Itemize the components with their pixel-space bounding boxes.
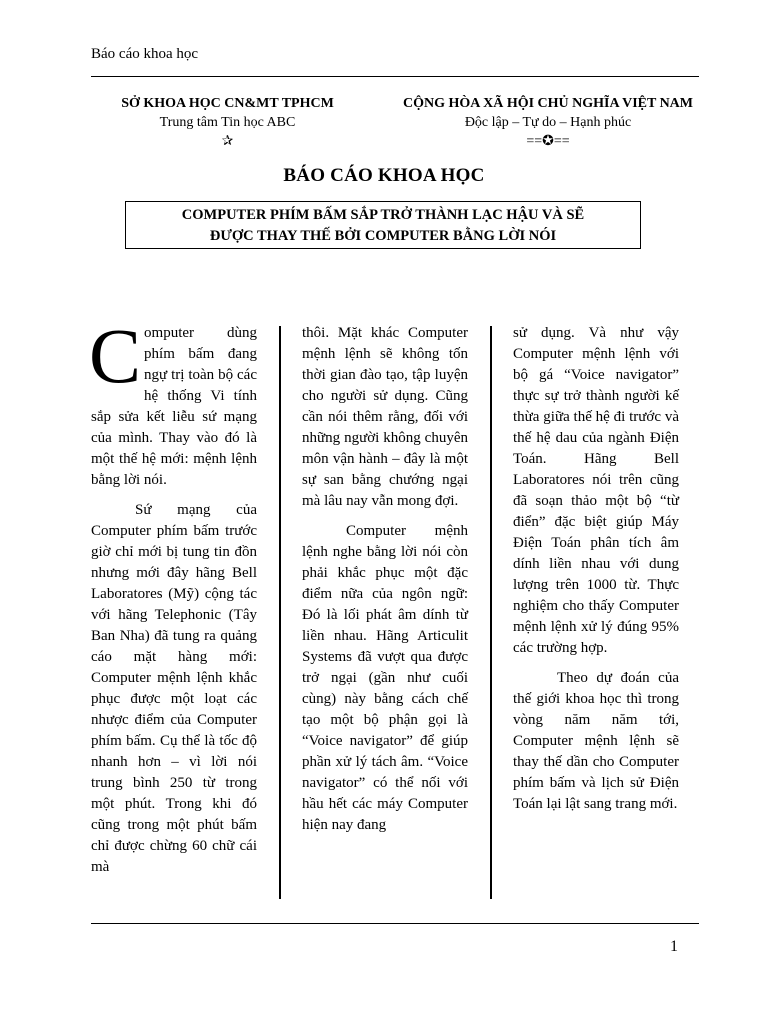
subject-line-2: ĐƯỢC THAY THẾ BỞI COMPUTER BẰNG LỜI NÓI	[209, 228, 557, 244]
running-header: Báo cáo khoa học	[91, 46, 199, 62]
column-3	[513, 323, 679, 824]
organization-name: SỞ KHOA HỌC CN&MT TPHCM	[121, 96, 334, 111]
paragraph	[89, 312, 257, 491]
column-2	[302, 323, 468, 845]
ornament-left: ✰	[221, 134, 234, 149]
footer-rule	[91, 923, 699, 924]
column-divider	[279, 326, 281, 899]
subject-line-1: COMPUTER PHÍM BẤM SẮP TRỞ THÀNH LẠC HẬU VÀ SẼ	[181, 207, 585, 223]
header-left-block	[100, 94, 355, 151]
unit-name: Trung tâm Tin học ABC	[159, 115, 296, 130]
column-divider	[490, 326, 492, 899]
drop-cap: C	[89, 312, 142, 399]
national-motto: Độc lập – Tự do – Hạnh phúc	[464, 115, 632, 130]
header-rule	[91, 76, 699, 77]
subject-box	[125, 201, 641, 249]
paragraph: thôi. Mặt khác Computer mệnh lệnh sẽ không tốn thời gian đào tạo, tập luyện cho người sử dụng. Cũng cần nói thêm rằng, đối với những người không chuyên môn vận hành – đây là một sự san bằng chướng ngại mà lâu nay vẫn mong đợi.	[302, 325, 468, 509]
paragraph: Theo dự đoán của thế giới khoa học thì trong vòng năm năm tới, Computer mệnh lệnh sẽ thay thế dần cho Computer phím bấm và lịch sử Điện Toán lại lật sang trang mới.	[513, 670, 679, 812]
page-number: 1	[670, 938, 678, 955]
paragraph: Sứ mạng của Computer phím bấm trước giờ chỉ mới bị tung tin đồn nhưng mới đây hãng Bell Laboratores (Mỹ) cộng tác với hãng Telephonic (Tây Ban Nha) đã tung ra quảng cáo mặt hàng mới: Computer mệnh lệnh khắc phục được một loạt các nhược điểm của Computer phím bấm. Cụ thể là tốc độ nhanh hơn – vì lời nói trung bình 250 từ trong một phút. Trong khi đó cũng trong một phút bấm chỉ được chừng 60 chữ cái mà	[91, 502, 257, 875]
column-1	[89, 312, 257, 887]
document-title: BÁO CÁO KHOA HỌC	[283, 165, 485, 186]
header-right-block	[380, 94, 716, 151]
country-name: CỘNG HÒA XÃ HỘI CHỦ NGHĨA VIỆT NAM	[402, 96, 693, 111]
paragraph: sử dụng. Và như vậy Computer mệnh lệnh với bộ gá “Voice navigator” thực sự trở thành người kế thừa giữa thế hệ đi trước và thế hệ dau của ngành Điện Toán. Hãng Bell Laboratores nói trên cũng đã soạn thảo một bộ “từ điển” đặc biệt giúp Máy Điện Toán phân tích âm dính liền nhau với dung lượng trên 1000 từ. Thực nghiệm cho thấy Computer mệnh lệnh xử lý đúng 95% các trường hợp.	[513, 325, 679, 656]
ornament-right: ==✪==	[526, 134, 570, 149]
paragraph-text: omputer dùng phím bấm đang ngự trị toàn bộ các hệ thống Vi tính sắp sửa kết liễu sứ mạng của mình. Thay vào đó là một thế hệ mới: mệnh lệnh bằng lời nói.	[91, 325, 257, 488]
paragraph: Computer mệnh lệnh nghe bằng lời nói còn phải khắc phục một đặc điểm nữa của ngôn ngữ: Đó là lối phát âm dính từ liền nhau. Hãng Articulit Systems đã vượt qua được trở ngại (gần như cuối cùng) này bằng cách chế tạo một bộ phận gọi là “Voice navigator” để giúp phần xử lý tách âm. “Voice navigator” có thể nối với hầu hết các máy Computer hiện nay đang	[302, 523, 468, 833]
